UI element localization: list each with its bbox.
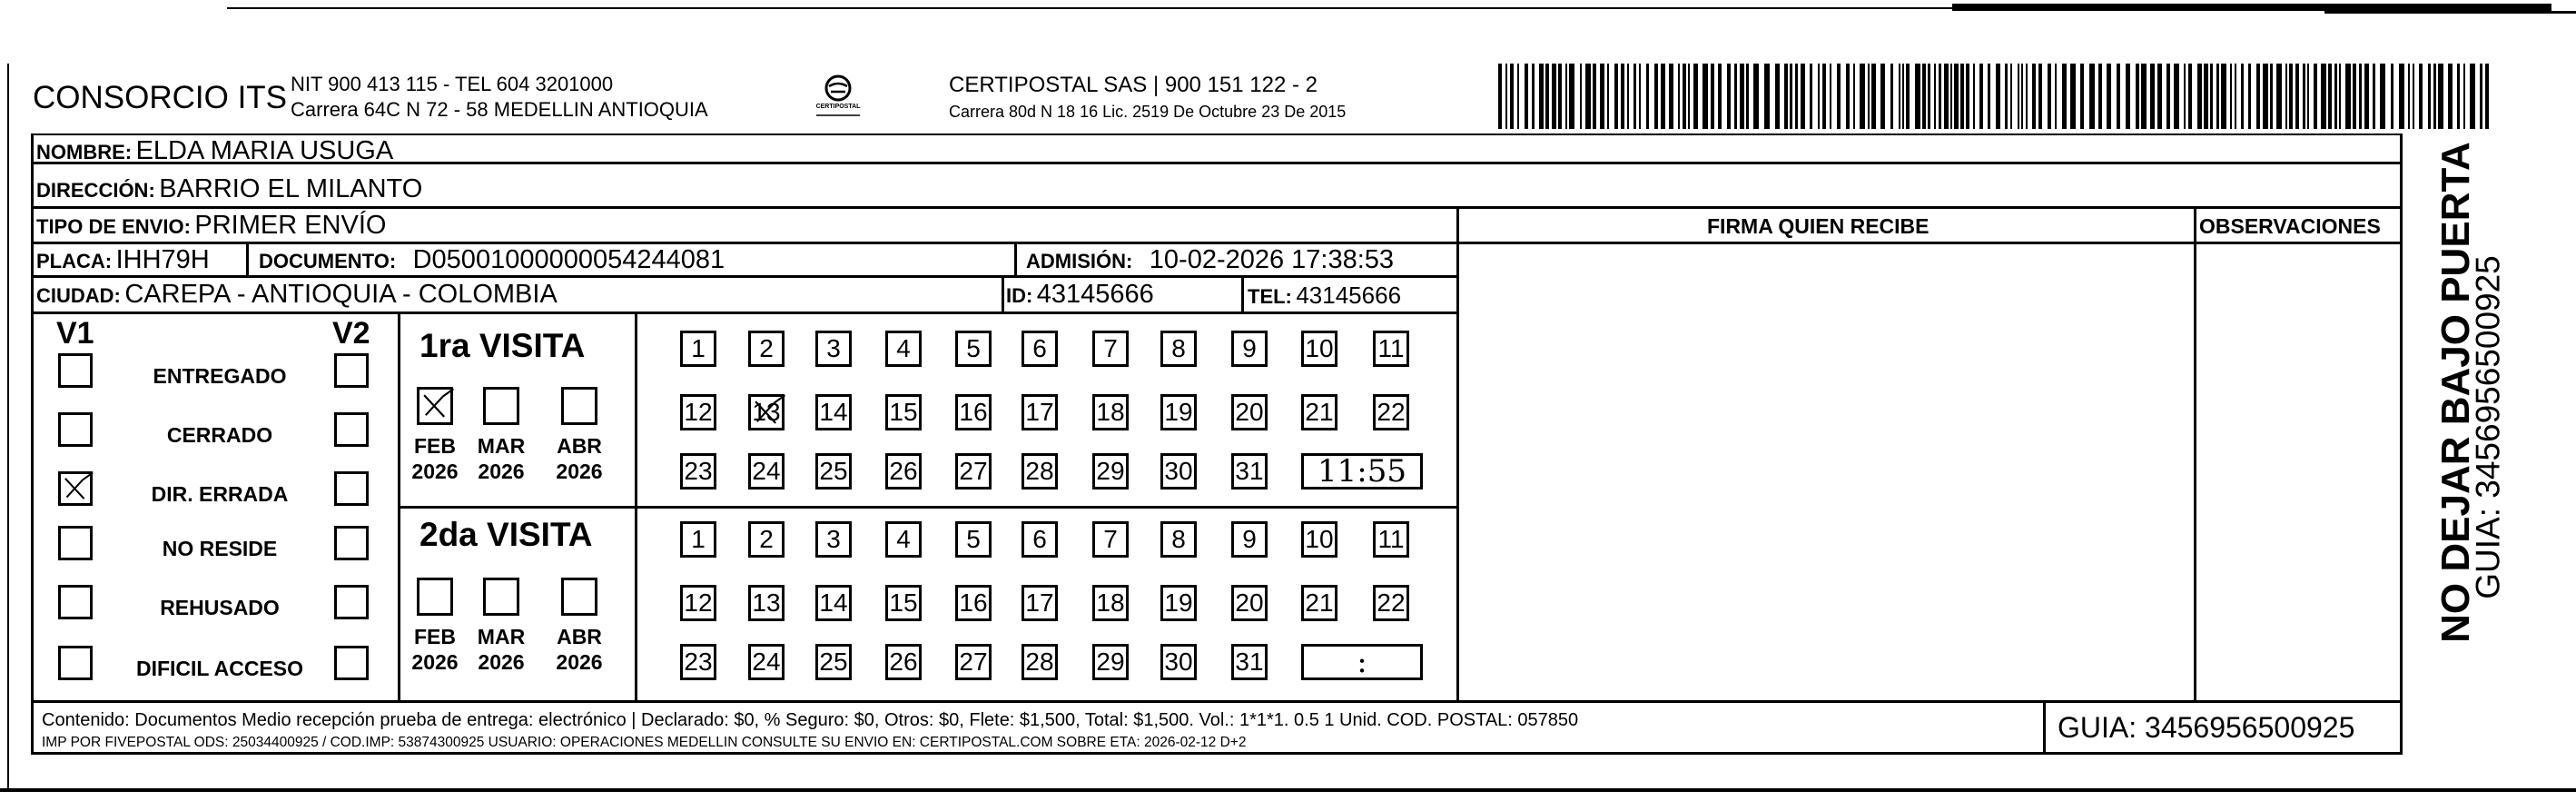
id-field <box>1006 282 1154 308</box>
visit2-day-10[interactable]: 10 <box>1301 521 1337 558</box>
bottom-edge-line <box>0 788 2576 792</box>
status-label-0: ENTREGADO <box>153 364 287 388</box>
visit1-year-label-0: 2026 <box>411 460 459 483</box>
visit2-day-7[interactable]: 7 <box>1092 521 1129 558</box>
side-panel <box>2406 142 2507 672</box>
row-line-4 <box>31 275 1458 278</box>
company-nit-tel: NIT 900 413 115 - TEL 604 3201000 <box>291 73 614 95</box>
v1-checkbox-1[interactable] <box>58 412 93 447</box>
visit1-day-27[interactable]: 27 <box>955 453 992 490</box>
status-label-2: DIR. ERRADA <box>151 482 289 506</box>
visit1-month-checkbox-2[interactable] <box>561 387 597 425</box>
visit1-day-13[interactable]: 13 <box>748 394 785 430</box>
visit2-day-19[interactable]: 19 <box>1160 585 1197 621</box>
v2-checkbox-5[interactable] <box>334 646 369 680</box>
obs-left-border <box>2194 206 2196 702</box>
visit2-day-29[interactable]: 29 <box>1092 644 1129 680</box>
visit1-year-label-2: 2026 <box>556 460 603 483</box>
visit1-month-label-1: MAR <box>477 434 526 458</box>
visit1-day-1[interactable]: 1 <box>680 331 716 367</box>
visit2-day-2[interactable]: 2 <box>748 521 785 558</box>
visit2-year-label-0: 2026 <box>411 650 459 674</box>
documento-value: D05001000000054244081 <box>412 245 725 274</box>
visit2-day-28[interactable]: 28 <box>1022 644 1058 680</box>
visit2-month-checkbox-2[interactable] <box>561 578 597 616</box>
visit1-day-28[interactable]: 28 <box>1022 453 1058 490</box>
box-left-border <box>31 134 34 754</box>
visit2-day-12[interactable]: 12 <box>680 585 716 621</box>
visit2-day-31[interactable]: 31 <box>1231 644 1268 680</box>
admision-field <box>1026 247 1394 273</box>
visit2-day-15[interactable]: 15 <box>885 585 922 621</box>
placa-field <box>36 247 210 273</box>
visit1-day-15[interactable]: 15 <box>885 394 922 430</box>
status-label-5: DIFICIL ACCESO <box>135 657 303 680</box>
carrier-address: Carrera 80d N 18 16 Lic. 2519 De Octubre 23 De 2015 <box>949 103 1347 121</box>
admision-value: 10-02-2026 17:38:53 <box>1149 245 1395 274</box>
v1-label: V1 <box>56 316 94 351</box>
placa-label: PLACA: <box>36 250 113 272</box>
id-value: 43145666 <box>1036 280 1154 309</box>
direccion-value: BARRIO EL MILANTO <box>159 174 423 203</box>
tipo-label: TIPO DE ENVIO: <box>36 215 191 238</box>
visit2-day-27[interactable]: 27 <box>955 644 992 680</box>
visit2-day-14[interactable]: 14 <box>815 585 852 621</box>
row-line-5 <box>31 312 1458 314</box>
ciudad-label: CIUDAD: <box>36 284 121 307</box>
visit1-day-5[interactable]: 5 <box>955 331 992 367</box>
v2-checkbox-0[interactable] <box>334 353 369 388</box>
visit1-day-16[interactable]: 16 <box>955 394 992 430</box>
side-guia: GUIA: 3456956500925 <box>2469 255 2507 599</box>
observaciones-header: OBSERVACIONES <box>2199 214 2381 238</box>
placa-value: IHH79H <box>115 245 210 274</box>
visit2-day-8[interactable]: 8 <box>1160 521 1197 558</box>
status-label-3: NO RESIDE <box>162 537 278 560</box>
box-top-border <box>31 134 2403 135</box>
status-label-1: CERRADO <box>166 423 273 447</box>
visit2-month-checkbox-1[interactable] <box>483 578 519 616</box>
side-notice: NO DEJAR BAJO PUERTA <box>2433 142 2478 643</box>
footer-imp: IMP POR FIVEPOSTAL ODS: 25034400925 / COD.IMP: 53874300925 USUARIO: OPERACIONES MEDELLIN CONSULTE SU ENVIO EN: CERTIPOSTAL.COM SOBRE ETA: 2026-02-12 D+2 <box>42 735 1247 750</box>
visit1-day-8[interactable]: 8 <box>1160 331 1197 367</box>
admision-label: ADMISIÓN: <box>1026 250 1133 272</box>
placa-divider <box>246 242 249 277</box>
top-cut-line-right <box>2324 11 2576 14</box>
documento-label: DOCUMENTO: <box>259 250 397 272</box>
visit1-day-4[interactable]: 4 <box>885 331 922 367</box>
visit2-day-5[interactable]: 5 <box>955 521 992 558</box>
nombre-value: ELDA MARIA USUGA <box>135 136 394 165</box>
footer-top-line <box>31 700 2403 703</box>
status-label-4: REHUSADO <box>160 596 280 619</box>
visit1-month-label-2: ABR <box>557 434 602 458</box>
visit1-day-14[interactable]: 14 <box>815 394 852 430</box>
visit2-day-4[interactable]: 4 <box>885 521 922 558</box>
ciudad-value: CAREPA - ANTIOQUIA - COLOMBIA <box>124 280 558 309</box>
box-bottom-border <box>31 752 2403 755</box>
v1-checkbox-0[interactable] <box>58 353 93 388</box>
admision-divider <box>1014 242 1017 277</box>
visit1-day-31[interactable]: 31 <box>1231 453 1268 490</box>
tipo-value: PRIMER ENVÍO <box>194 211 387 240</box>
visit2-day-20[interactable]: 20 <box>1231 585 1268 621</box>
visit2-title: 2da VISITA <box>419 516 593 553</box>
visit1-day-7[interactable]: 7 <box>1092 331 1129 367</box>
direccion-field <box>36 176 422 203</box>
footer-guia-divider <box>2043 700 2046 754</box>
tel-field <box>1248 283 1401 307</box>
visit1-day-11[interactable]: 11 <box>1373 331 1409 367</box>
visit1-day-18[interactable]: 18 <box>1092 394 1129 430</box>
visit2-day-13[interactable]: 13 <box>748 585 785 621</box>
id-divider <box>1002 275 1004 312</box>
visit1-month-label-0: FEB <box>414 434 456 458</box>
v2-label: V2 <box>332 316 370 351</box>
visit1-time-field[interactable]: 11:55 <box>1301 453 1423 490</box>
v1-checkbox-5[interactable] <box>58 646 93 680</box>
v1-checkbox-2[interactable] <box>58 471 93 506</box>
firma-header: FIRMA QUIEN RECIBE <box>1707 214 1930 238</box>
visit1-year-label-1: 2026 <box>478 460 525 483</box>
visit1-day-17[interactable]: 17 <box>1022 394 1058 430</box>
visit1-day-30[interactable]: 30 <box>1160 453 1197 490</box>
id-label: ID: <box>1006 284 1033 307</box>
visit1-day-25[interactable]: 25 <box>815 453 852 490</box>
footer-contenido: Contenido: Documentos Medio recepción prueba de entrega: electrónico | Declarado: $0, % Seguro: $0, Otros: $0, Flete: $1,500, Total: $1,500. Vol.: 1*1*1. 0.5 1 Unid. COD. POSTAL: 057850 <box>42 710 1579 730</box>
visit1-day-29[interactable]: 29 <box>1092 453 1129 490</box>
v2-checkbox-3[interactable] <box>334 526 369 560</box>
visit2-day-6[interactable]: 6 <box>1022 521 1058 558</box>
visit2-day-3[interactable]: 3 <box>815 521 852 558</box>
visit1-month-checkbox-0[interactable] <box>417 387 453 425</box>
visit2-day-9[interactable]: 9 <box>1231 521 1268 558</box>
visit1-day-26[interactable]: 26 <box>885 453 922 490</box>
visit1-day-9[interactable]: 9 <box>1231 331 1268 367</box>
v1-checkbox-3[interactable] <box>58 526 93 560</box>
tel-divider <box>1241 275 1244 312</box>
tipo-field <box>36 213 386 239</box>
visit1-day-12[interactable]: 12 <box>680 394 716 430</box>
v1-checkbox-4[interactable] <box>58 585 93 619</box>
visit1-day-24[interactable]: 24 <box>748 453 785 490</box>
visit1-day-22[interactable]: 22 <box>1373 394 1409 430</box>
visit1-day-20[interactable]: 20 <box>1231 394 1268 430</box>
visit2-day-16[interactable]: 16 <box>955 585 992 621</box>
footer-guia: GUIA: 3456956500925 <box>2058 711 2355 744</box>
visit2-day-11[interactable]: 11 <box>1373 521 1409 558</box>
visit2-day-17[interactable]: 17 <box>1022 585 1058 621</box>
ciudad-field <box>36 282 558 308</box>
v2-checkbox-4[interactable] <box>334 585 369 619</box>
barcode <box>1498 64 2497 129</box>
company-address: Carrera 64C N 72 - 58 MEDELLIN ANTIOQUIA <box>291 98 708 121</box>
direccion-label: DIRECCIÓN: <box>36 179 155 202</box>
visit2-day-1[interactable]: 1 <box>680 521 716 558</box>
carrier-line: CERTIPOSTAL SAS | 900 151 122 - 2 <box>949 73 1318 97</box>
visit2-day-21[interactable]: 21 <box>1301 585 1337 621</box>
documento-field <box>259 247 725 273</box>
top-cut-line <box>227 7 1952 9</box>
visit1-day-2[interactable]: 2 <box>748 331 785 367</box>
visit2-day-23[interactable]: 23 <box>680 644 716 680</box>
visit2-day-26[interactable]: 26 <box>885 644 922 680</box>
visit1-month-checkbox-1[interactable] <box>483 387 519 425</box>
visit2-day-25[interactable]: 25 <box>815 644 852 680</box>
visit2-month-label-2: ABR <box>557 625 602 648</box>
logo-text: CERTIPOSTAL <box>815 104 861 110</box>
certipostal-logo <box>811 70 865 123</box>
left-edge-line <box>7 64 9 790</box>
visit1-title: 1ra VISITA <box>419 327 586 364</box>
visit-row-divider <box>398 506 1458 509</box>
company-name: CONSORCIO ITS <box>33 80 288 115</box>
visit2-day-30[interactable]: 30 <box>1160 644 1197 680</box>
visit2-day-22[interactable]: 22 <box>1373 585 1409 621</box>
visit2-month-label-0: FEB <box>414 625 456 648</box>
visit2-month-checkbox-0[interactable] <box>417 578 453 616</box>
visit2-month-label-1: MAR <box>477 625 526 648</box>
nombre-label: NOMBRE: <box>36 141 133 163</box>
visit1-day-23[interactable]: 23 <box>680 453 716 490</box>
visit2-year-label-1: 2026 <box>478 650 525 674</box>
nombre-field <box>36 138 393 164</box>
row-line-2 <box>31 206 2403 209</box>
v2-checkbox-1[interactable] <box>334 412 369 447</box>
visit1-day-10[interactable]: 10 <box>1301 331 1337 367</box>
visit1-day-21[interactable]: 21 <box>1301 394 1337 430</box>
firma-left-border <box>1456 206 1459 702</box>
tel-value: 43145666 <box>1296 282 1402 309</box>
visit2-day-18[interactable]: 18 <box>1092 585 1129 621</box>
box-right-border <box>2400 134 2403 754</box>
visit2-year-label-2: 2026 <box>556 650 603 674</box>
top-cut-line-thick <box>1952 4 2551 11</box>
visit1-day-3[interactable]: 3 <box>815 331 852 367</box>
tel-label: TEL: <box>1248 285 1292 308</box>
visit1-day-6[interactable]: 6 <box>1022 331 1058 367</box>
visit2-time-field[interactable]: : <box>1301 644 1423 680</box>
row-line-3 <box>31 242 2403 244</box>
visit2-day-24[interactable]: 24 <box>748 644 785 680</box>
visit1-day-19[interactable]: 19 <box>1160 394 1197 430</box>
v2-checkbox-2[interactable] <box>334 471 369 506</box>
